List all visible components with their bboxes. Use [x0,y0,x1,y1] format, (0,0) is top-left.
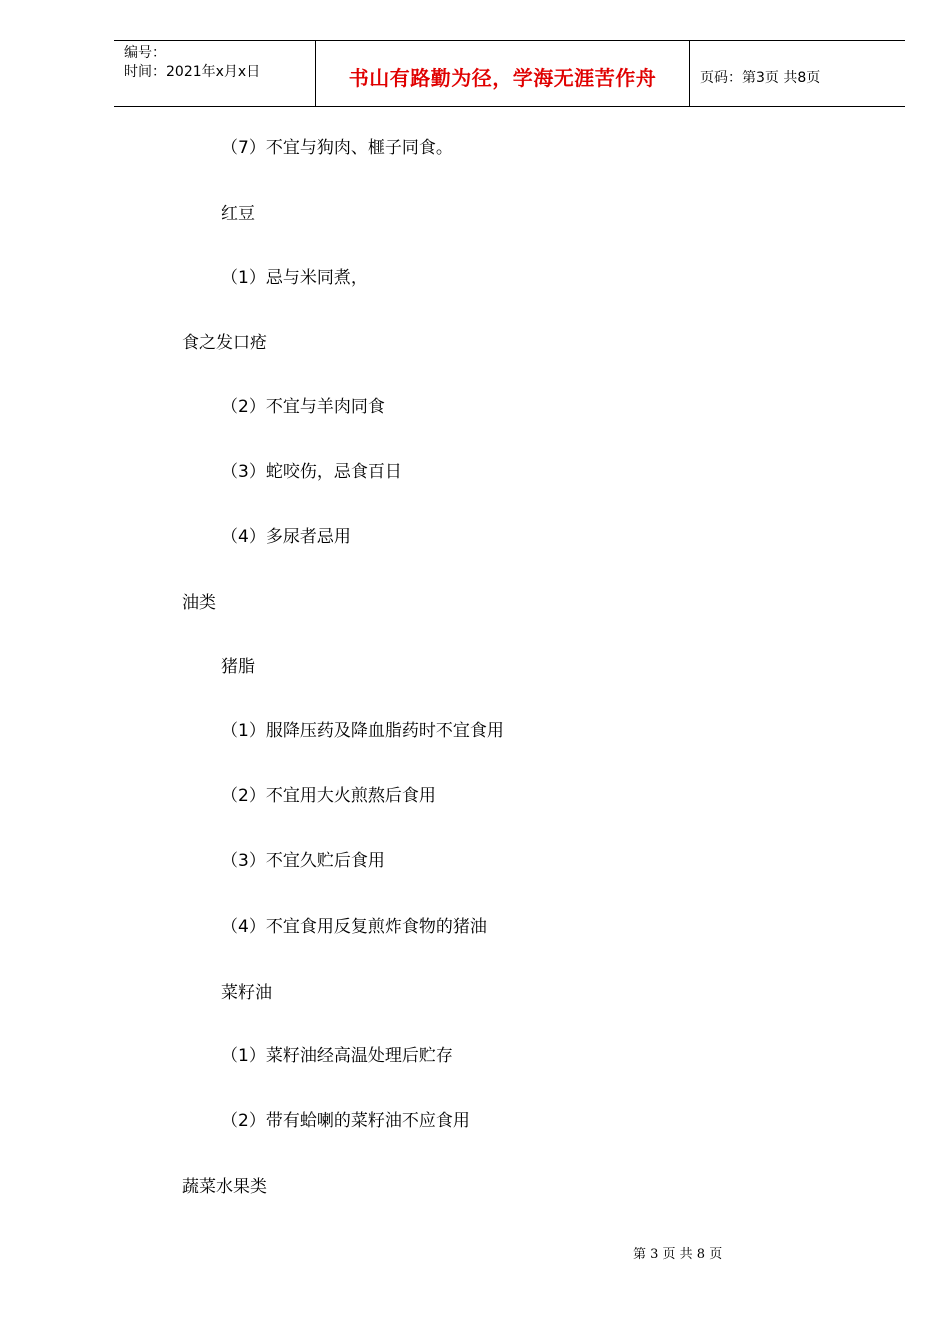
body-line: （1）忌与米同煮， [221,268,368,288]
body-line: （2）不宜与羊肉同食 [221,397,385,417]
body-line: （2）带有蛤喇的菜籽油不应食用 [221,1111,470,1131]
section-subheading: 菜籽油 [221,983,272,1003]
body-line: （3）不宜久贮后食用 [221,851,385,871]
page-footer: 第 3 页 共 8 页 [633,1247,723,1262]
body-line: （4）不宜食用反复煎炸食物的猪油 [221,917,487,937]
body-line: （7）不宜与狗肉、榧子同食。 [221,138,453,158]
body-line: （2）不宜用大火煎熬后食用 [221,786,436,806]
body-line: （3）蛇咬伤，忌食百日 [221,462,402,482]
page-header [114,40,905,107]
body-line: （1）服降压药及降血脂药时不宜食用 [221,721,504,741]
body-line: （4）多尿者忌用 [221,527,351,547]
body-line: （1）菜籽油经高温处理后贮存 [221,1046,453,1066]
header-motto: 书山有路勤为径，学海无涯苦作舟 [316,41,690,106]
section-heading: 蔬菜水果类 [182,1177,267,1197]
section-subheading: 猪脂 [221,657,255,677]
header-meta [114,41,316,106]
document-number-label: 编号： [124,45,166,61]
section-subheading: 红豆 [221,204,255,224]
header-page-info: 页码：第3页 共8页 [700,69,821,86]
section-heading: 油类 [182,593,216,613]
document-time-label: 时间：2021年x月x日 [124,64,261,80]
body-line: 食之发口疮 [182,333,267,353]
